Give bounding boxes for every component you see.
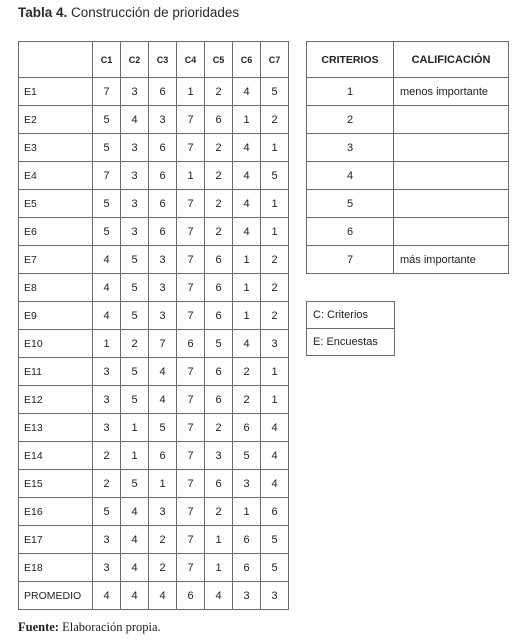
table-cell: 7 [149, 330, 177, 358]
table-cell: 4 [261, 442, 289, 470]
table-cell: 4 [93, 274, 121, 302]
calificacion-header: CALIFICACIÓN [394, 42, 509, 78]
row-label: E5 [19, 190, 93, 218]
criterio-cell: 2 [307, 106, 394, 134]
table-cell: 5 [121, 246, 149, 274]
row-label: E9 [19, 302, 93, 330]
table-cell: 6 [149, 218, 177, 246]
row-label: E3 [19, 134, 93, 162]
table-cell: 3 [121, 190, 149, 218]
table-cell: 3 [121, 134, 149, 162]
source-label: Fuente: [18, 620, 59, 634]
priorities-table [18, 41, 289, 610]
table-cell: 4 [121, 582, 149, 610]
table-cell: 7 [177, 302, 205, 330]
table-cell: 5 [93, 498, 121, 526]
table-cell: 7 [93, 162, 121, 190]
table-cell: 7 [177, 470, 205, 498]
table-cell: 5 [121, 386, 149, 414]
table-cell: 6 [149, 442, 177, 470]
table-cell: 6 [205, 358, 233, 386]
table-cell: 2 [121, 330, 149, 358]
table-cell: 2 [205, 414, 233, 442]
corner-header [19, 42, 93, 78]
table-cell: 4 [121, 106, 149, 134]
criteria-row [307, 246, 509, 274]
table-cell: 6 [205, 246, 233, 274]
table-cell: 3 [205, 442, 233, 470]
table-row [19, 162, 289, 190]
table-caption: Construcción de prioridades [71, 5, 240, 20]
table-cell: 2 [261, 246, 289, 274]
table-cell: 2 [261, 274, 289, 302]
table-cell: 2 [261, 106, 289, 134]
table-cell: 7 [177, 190, 205, 218]
table-cell: 6 [205, 274, 233, 302]
table-cell: 7 [177, 106, 205, 134]
table-cell: 3 [93, 358, 121, 386]
table-cell: 1 [177, 162, 205, 190]
table-cell: 1 [233, 498, 261, 526]
table-row [19, 498, 289, 526]
table-cell: 4 [233, 78, 261, 106]
table-cell: 1 [261, 134, 289, 162]
table-cell: 7 [93, 78, 121, 106]
criterio-cell: 7 [307, 246, 394, 274]
table-cell: 5 [93, 218, 121, 246]
legend-table [306, 301, 395, 356]
table-cell: 7 [177, 386, 205, 414]
criteria-table [306, 41, 509, 274]
table-cell: 5 [121, 470, 149, 498]
table-cell: 7 [177, 498, 205, 526]
table-cell: 2 [233, 358, 261, 386]
table-row [19, 358, 289, 386]
table-cell: 5 [261, 526, 289, 554]
table-cell: 3 [149, 498, 177, 526]
table-cell: 6 [233, 526, 261, 554]
column-header: C4 [177, 42, 205, 78]
table-cell: 3 [149, 274, 177, 302]
row-label: E16 [19, 498, 93, 526]
table-cell: 6 [205, 106, 233, 134]
table-cell: 7 [177, 358, 205, 386]
table-cell: 3 [121, 78, 149, 106]
table-cell: 6 [149, 78, 177, 106]
table-cell: 2 [205, 162, 233, 190]
table-cell: 6 [205, 302, 233, 330]
table-cell: 3 [121, 218, 149, 246]
criterio-cell: 1 [307, 78, 394, 106]
table-cell: 7 [177, 274, 205, 302]
table-cell: 5 [121, 274, 149, 302]
criteria-header-row [307, 42, 509, 78]
table-cell: 4 [233, 190, 261, 218]
table-cell: 4 [121, 498, 149, 526]
table-cell: 3 [149, 302, 177, 330]
table-body [19, 78, 289, 610]
row-label: E17 [19, 526, 93, 554]
table-cell: 2 [205, 218, 233, 246]
table-row [19, 302, 289, 330]
table-cell: 4 [93, 246, 121, 274]
table-cell: 4 [233, 162, 261, 190]
table-cell: 1 [121, 414, 149, 442]
calificacion-cell [394, 134, 509, 162]
table-row [19, 582, 289, 610]
table-cell: 7 [177, 134, 205, 162]
table-cell: 2 [205, 134, 233, 162]
criteria-row [307, 162, 509, 190]
criteria-row [307, 218, 509, 246]
table-number: Tabla 4. [18, 5, 68, 20]
table-row [19, 134, 289, 162]
row-label: E18 [19, 554, 93, 582]
table-row [19, 554, 289, 582]
table-cell: 6 [233, 414, 261, 442]
table-row [19, 470, 289, 498]
table-cell: 2 [205, 190, 233, 218]
table-cell: 4 [93, 302, 121, 330]
row-label: E1 [19, 78, 93, 106]
calificacion-cell [394, 218, 509, 246]
table-cell: 3 [93, 386, 121, 414]
table-cell: 4 [149, 358, 177, 386]
table-cell: 7 [177, 414, 205, 442]
table-cell: 7 [177, 246, 205, 274]
calificacion-cell [394, 106, 509, 134]
table-row [19, 414, 289, 442]
table-cell: 7 [177, 554, 205, 582]
header-row [19, 42, 289, 78]
table-cell: 6 [149, 134, 177, 162]
row-label: E15 [19, 470, 93, 498]
row-label: E2 [19, 106, 93, 134]
table-cell: 4 [149, 582, 177, 610]
table-cell: 4 [93, 582, 121, 610]
row-label: PROMEDIO [19, 582, 93, 610]
table-cell: 5 [261, 162, 289, 190]
table-cell: 7 [177, 218, 205, 246]
table-row [19, 78, 289, 106]
criteria-row [307, 134, 509, 162]
column-header: C3 [149, 42, 177, 78]
calificacion-cell: menos importante [394, 78, 509, 106]
table-cell: 3 [233, 582, 261, 610]
table-cell: 4 [205, 582, 233, 610]
calificacion-cell [394, 190, 509, 218]
column-header: C5 [205, 42, 233, 78]
table-cell: 1 [93, 330, 121, 358]
table-cell: 1 [233, 302, 261, 330]
table-row [19, 330, 289, 358]
criteria-row [307, 106, 509, 134]
row-label: E14 [19, 442, 93, 470]
table-cell: 5 [121, 358, 149, 386]
table-row [19, 190, 289, 218]
calificacion-cell [394, 162, 509, 190]
row-label: E7 [19, 246, 93, 274]
row-label: E6 [19, 218, 93, 246]
table-row [19, 274, 289, 302]
table-cell: 5 [93, 134, 121, 162]
row-label: E12 [19, 386, 93, 414]
table-cell: 3 [261, 330, 289, 358]
criterio-cell: 3 [307, 134, 394, 162]
table-cell: 3 [93, 554, 121, 582]
table-cell: 1 [233, 274, 261, 302]
table-cell: 3 [233, 470, 261, 498]
table-cell: 5 [205, 330, 233, 358]
table-cell: 7 [177, 442, 205, 470]
table-cell: 5 [121, 302, 149, 330]
table-cell: 4 [121, 554, 149, 582]
criterios-header: CRITERIOS [307, 42, 394, 78]
table-cell: 5 [261, 554, 289, 582]
table-cell: 1 [205, 554, 233, 582]
table-row [19, 386, 289, 414]
column-header: C2 [121, 42, 149, 78]
table-cell: 4 [261, 414, 289, 442]
criteria-row [307, 190, 509, 218]
table-cell: 2 [261, 302, 289, 330]
source-text: Elaboración propia. [62, 620, 161, 634]
table-cell: 2 [93, 470, 121, 498]
table-cell: 1 [121, 442, 149, 470]
table-cell: 2 [205, 78, 233, 106]
table-cell: 3 [261, 582, 289, 610]
table-cell: 2 [233, 386, 261, 414]
table-row [19, 106, 289, 134]
source-note [18, 620, 161, 635]
table-cell: 1 [261, 386, 289, 414]
table-cell: 6 [205, 470, 233, 498]
row-label: E10 [19, 330, 93, 358]
table-cell: 3 [149, 106, 177, 134]
table-cell: 1 [261, 190, 289, 218]
table-cell: 1 [205, 526, 233, 554]
table-cell: 6 [261, 498, 289, 526]
table-cell: 6 [149, 162, 177, 190]
table-cell: 4 [261, 470, 289, 498]
row-label: E8 [19, 274, 93, 302]
criteria-body [307, 78, 509, 274]
table-cell: 5 [93, 106, 121, 134]
table-row [19, 526, 289, 554]
criterio-cell: 4 [307, 162, 394, 190]
table-cell: 4 [149, 386, 177, 414]
table-cell: 6 [233, 554, 261, 582]
table-cell: 3 [149, 246, 177, 274]
table-cell: 7 [177, 526, 205, 554]
column-header: C1 [93, 42, 121, 78]
table-cell: 1 [149, 470, 177, 498]
table-cell: 1 [233, 246, 261, 274]
table-row [19, 218, 289, 246]
table-cell: 2 [149, 526, 177, 554]
table-cell: 3 [93, 526, 121, 554]
column-header: C6 [233, 42, 261, 78]
table-cell: 4 [121, 526, 149, 554]
table-cell: 1 [233, 106, 261, 134]
calificacion-cell: más importante [394, 246, 509, 274]
table-cell: 6 [177, 582, 205, 610]
table-cell: 4 [233, 218, 261, 246]
criterio-cell: 6 [307, 218, 394, 246]
table-cell: 6 [177, 330, 205, 358]
legend-item: E: Encuestas [307, 329, 395, 356]
table-cell: 1 [261, 358, 289, 386]
table-cell: 6 [205, 386, 233, 414]
table-cell: 4 [233, 330, 261, 358]
row-label: E13 [19, 414, 93, 442]
table-cell: 5 [149, 414, 177, 442]
table-cell: 4 [233, 134, 261, 162]
table-cell: 1 [177, 78, 205, 106]
table-cell: 2 [205, 498, 233, 526]
table-cell: 2 [149, 554, 177, 582]
table-cell: 2 [93, 442, 121, 470]
table-cell: 6 [149, 190, 177, 218]
criterio-cell: 5 [307, 190, 394, 218]
table-cell: 1 [261, 218, 289, 246]
legend-item: C: Criterios [307, 302, 395, 329]
table-cell: 5 [233, 442, 261, 470]
criteria-row [307, 78, 509, 106]
row-label: E4 [19, 162, 93, 190]
table-row [19, 442, 289, 470]
table-cell: 3 [121, 162, 149, 190]
table-cell: 3 [93, 414, 121, 442]
column-header: C7 [261, 42, 289, 78]
table-cell: 5 [261, 78, 289, 106]
row-label: E11 [19, 358, 93, 386]
table-title [18, 5, 239, 20]
table-cell: 5 [93, 190, 121, 218]
table-row [19, 246, 289, 274]
